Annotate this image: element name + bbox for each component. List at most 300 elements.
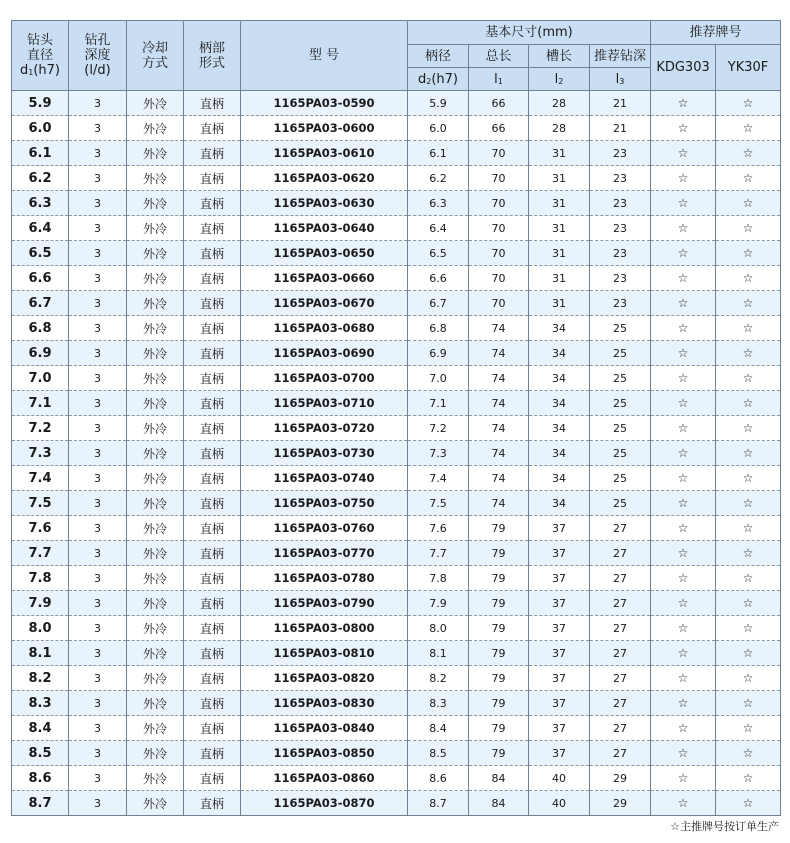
- cell-total-length: 79: [469, 741, 529, 766]
- cell-recommended-depth: 29: [590, 766, 651, 791]
- cell-drill-diameter: 8.3: [12, 691, 69, 716]
- cell-shank-form: 直柄: [184, 316, 241, 341]
- header-symbol: d: [19, 63, 29, 78]
- cell-total-length: 79: [469, 566, 529, 591]
- cell-total-length: 66: [469, 116, 529, 141]
- cell-shank-diameter: 6.1: [408, 141, 469, 166]
- cell-drill-diameter: 8.1: [12, 641, 69, 666]
- cell-cooling-method: 外冷: [127, 291, 184, 316]
- cell-recommended-depth: 29: [590, 791, 651, 816]
- cell-recommended-depth: 27: [590, 641, 651, 666]
- cell-cooling-method: 外冷: [127, 366, 184, 391]
- cell-drill-depth: 3: [69, 791, 127, 816]
- cell-shank-diameter: 7.8: [408, 566, 469, 591]
- cell-drill-depth: 3: [69, 366, 127, 391]
- header-drill-depth: [69, 21, 127, 91]
- cell-shank-form: 直柄: [184, 616, 241, 641]
- cell-recommended-depth: 25: [590, 466, 651, 491]
- cell-drill-depth: 3: [69, 616, 127, 641]
- cell-total-length: 74: [469, 341, 529, 366]
- cell-drill-depth: 3: [69, 466, 127, 491]
- table-row: [12, 141, 781, 166]
- cell-recommended-depth: 27: [590, 516, 651, 541]
- cell-drill-diameter: 7.9: [12, 591, 69, 616]
- header-text: 冷却: [141, 40, 168, 56]
- cell-grade-kdg303: ☆: [651, 416, 716, 441]
- cell-recommended-depth: 27: [590, 716, 651, 741]
- cell-cooling-method: 外冷: [127, 241, 184, 266]
- cell-flute-length: 37: [529, 666, 590, 691]
- cell-drill-diameter: 8.7: [12, 791, 69, 816]
- cell-drill-depth: 3: [69, 216, 127, 241]
- cell-model-number: 1165PA03-0710: [241, 391, 408, 416]
- table-row: [12, 691, 781, 716]
- cell-grade-kdg303: ☆: [651, 491, 716, 516]
- cell-grade-kdg303: ☆: [651, 216, 716, 241]
- header-shank-diameter: 柄径: [408, 45, 469, 68]
- table-row: [12, 116, 781, 141]
- cell-shank-diameter: 7.6: [408, 516, 469, 541]
- cell-grade-yk30f: ☆: [716, 341, 781, 366]
- cell-shank-diameter: 6.5: [408, 241, 469, 266]
- cell-model-number: 1165PA03-0640: [241, 216, 408, 241]
- cell-shank-form: 直柄: [184, 491, 241, 516]
- cell-flute-length: 37: [529, 591, 590, 616]
- cell-grade-kdg303: ☆: [651, 441, 716, 466]
- cell-drill-depth: 3: [69, 566, 127, 591]
- cell-flute-length: 31: [529, 141, 590, 166]
- cell-flute-length: 31: [529, 191, 590, 216]
- cell-recommended-depth: 27: [590, 691, 651, 716]
- cell-shank-form: 直柄: [184, 766, 241, 791]
- table-row: [12, 391, 781, 416]
- cell-recommended-depth: 25: [590, 491, 651, 516]
- header-subscript: 2: [558, 76, 564, 86]
- cell-model-number: 1165PA03-0740: [241, 466, 408, 491]
- cell-grade-kdg303: ☆: [651, 641, 716, 666]
- cell-shank-form: 直柄: [184, 741, 241, 766]
- cell-shank-form: 直柄: [184, 116, 241, 141]
- cell-cooling-method: 外冷: [127, 216, 184, 241]
- cell-shank-diameter: 8.1: [408, 641, 469, 666]
- cell-grade-kdg303: ☆: [651, 616, 716, 641]
- header-subscript: 2: [426, 76, 432, 86]
- cell-shank-form: 直柄: [184, 666, 241, 691]
- cell-total-length: 70: [469, 266, 529, 291]
- cell-grade-yk30f: ☆: [716, 216, 781, 241]
- cell-model-number: 1165PA03-0680: [241, 316, 408, 341]
- cell-flute-length: 37: [529, 616, 590, 641]
- cell-grade-yk30f: ☆: [716, 266, 781, 291]
- cell-shank-form: 直柄: [184, 516, 241, 541]
- cell-drill-depth: 3: [69, 591, 127, 616]
- cell-model-number: 1165PA03-0700: [241, 366, 408, 391]
- cell-model-number: 1165PA03-0760: [241, 516, 408, 541]
- cell-grade-kdg303: ☆: [651, 716, 716, 741]
- cell-shank-diameter: 7.9: [408, 591, 469, 616]
- cell-recommended-depth: 27: [590, 541, 651, 566]
- cell-model-number: 1165PA03-0730: [241, 441, 408, 466]
- cell-grade-yk30f: ☆: [716, 291, 781, 316]
- cell-flute-length: 31: [529, 291, 590, 316]
- cell-total-length: 70: [469, 216, 529, 241]
- cell-recommended-depth: 23: [590, 241, 651, 266]
- cell-cooling-method: 外冷: [127, 641, 184, 666]
- cell-drill-diameter: 6.3: [12, 191, 69, 216]
- header-total-length-symbol: [469, 68, 529, 91]
- cell-grade-yk30f: ☆: [716, 716, 781, 741]
- cell-shank-diameter: 7.7: [408, 541, 469, 566]
- cell-total-length: 70: [469, 241, 529, 266]
- table-row: [12, 166, 781, 191]
- header-grade-kdg303: KDG303: [651, 45, 716, 91]
- cell-model-number: 1165PA03-0650: [241, 241, 408, 266]
- cell-total-length: 79: [469, 691, 529, 716]
- cell-total-length: 70: [469, 191, 529, 216]
- header-flute-length: 槽长: [529, 45, 590, 68]
- cell-grade-yk30f: ☆: [716, 616, 781, 641]
- cell-recommended-depth: 27: [590, 591, 651, 616]
- header-grade-yk30f: YK30F: [716, 45, 781, 91]
- table-row: [12, 666, 781, 691]
- cell-total-length: 74: [469, 316, 529, 341]
- header-text: 形式: [198, 55, 225, 71]
- cell-grade-kdg303: ☆: [651, 366, 716, 391]
- table-row: [12, 241, 781, 266]
- cell-shank-diameter: 6.7: [408, 291, 469, 316]
- cell-drill-depth: 3: [69, 441, 127, 466]
- cell-drill-diameter: 7.2: [12, 416, 69, 441]
- cell-model-number: 1165PA03-0830: [241, 691, 408, 716]
- cell-drill-diameter: 6.6: [12, 266, 69, 291]
- table-row: [12, 591, 781, 616]
- cell-drill-diameter: 6.5: [12, 241, 69, 266]
- header-text: 柄部: [198, 40, 225, 56]
- cell-grade-yk30f: ☆: [716, 241, 781, 266]
- header-total-length: 总长: [469, 45, 529, 68]
- cell-recommended-depth: 27: [590, 741, 651, 766]
- cell-drill-diameter: 7.6: [12, 516, 69, 541]
- cell-drill-depth: 3: [69, 691, 127, 716]
- cell-model-number: 1165PA03-0600: [241, 116, 408, 141]
- header-recommended-depth-symbol: [590, 68, 651, 91]
- table-row: [12, 291, 781, 316]
- cell-recommended-depth: 23: [590, 216, 651, 241]
- cell-recommended-depth: 27: [590, 666, 651, 691]
- cell-grade-yk30f: ☆: [716, 491, 781, 516]
- cell-recommended-depth: 25: [590, 341, 651, 366]
- cell-flute-length: 34: [529, 441, 590, 466]
- header-symbol: d: [417, 71, 427, 87]
- cell-shank-form: 直柄: [184, 141, 241, 166]
- cell-total-length: 70: [469, 291, 529, 316]
- cell-grade-kdg303: ☆: [651, 141, 716, 166]
- table-row: [12, 341, 781, 366]
- cell-model-number: 1165PA03-0850: [241, 741, 408, 766]
- cell-grade-kdg303: ☆: [651, 316, 716, 341]
- cell-recommended-depth: 23: [590, 191, 651, 216]
- cell-model-number: 1165PA03-0870: [241, 791, 408, 816]
- cell-shank-diameter: 6.2: [408, 166, 469, 191]
- header-symbol: l: [615, 71, 620, 87]
- cell-drill-depth: 3: [69, 91, 127, 116]
- cell-cooling-method: 外冷: [127, 566, 184, 591]
- cell-grade-yk30f: ☆: [716, 466, 781, 491]
- cell-shank-diameter: 8.2: [408, 666, 469, 691]
- cell-flute-length: 31: [529, 266, 590, 291]
- cell-shank-form: 直柄: [184, 691, 241, 716]
- cell-grade-yk30f: ☆: [716, 166, 781, 191]
- cell-grade-kdg303: ☆: [651, 541, 716, 566]
- table-header: [12, 21, 781, 91]
- cell-grade-yk30f: ☆: [716, 691, 781, 716]
- cell-drill-diameter: 7.1: [12, 391, 69, 416]
- cell-drill-depth: 3: [69, 341, 127, 366]
- cell-total-length: 74: [469, 491, 529, 516]
- cell-flute-length: 31: [529, 166, 590, 191]
- header-shank-diameter-symbol: [408, 68, 469, 91]
- cell-total-length: 74: [469, 441, 529, 466]
- cell-grade-kdg303: ☆: [651, 791, 716, 816]
- cell-model-number: 1165PA03-0690: [241, 341, 408, 366]
- cell-cooling-method: 外冷: [127, 616, 184, 641]
- cell-drill-diameter: 8.0: [12, 616, 69, 641]
- header-subscript: 1: [28, 68, 34, 77]
- cell-recommended-depth: 21: [590, 116, 651, 141]
- cell-shank-form: 直柄: [184, 166, 241, 191]
- cell-model-number: 1165PA03-0720: [241, 416, 408, 441]
- spec-table-container: [11, 20, 780, 816]
- cell-grade-kdg303: ☆: [651, 191, 716, 216]
- header-recommended-depth: 推荐钻深: [590, 45, 651, 68]
- cell-drill-depth: 3: [69, 516, 127, 541]
- header-text: 方式: [141, 55, 168, 71]
- cell-recommended-depth: 25: [590, 391, 651, 416]
- cell-drill-depth: 3: [69, 716, 127, 741]
- cell-total-length: 84: [469, 766, 529, 791]
- cell-recommended-depth: 21: [590, 91, 651, 116]
- cell-grade-kdg303: ☆: [651, 466, 716, 491]
- cell-drill-diameter: 6.7: [12, 291, 69, 316]
- cell-total-length: 66: [469, 91, 529, 116]
- table-row: [12, 541, 781, 566]
- cell-shank-form: 直柄: [184, 391, 241, 416]
- cell-cooling-method: 外冷: [127, 166, 184, 191]
- cell-grade-yk30f: ☆: [716, 566, 781, 591]
- cell-grade-yk30f: ☆: [716, 791, 781, 816]
- cell-grade-kdg303: ☆: [651, 291, 716, 316]
- table-row: [12, 516, 781, 541]
- cell-total-length: 84: [469, 791, 529, 816]
- cell-shank-diameter: 7.3: [408, 441, 469, 466]
- cell-cooling-method: 外冷: [127, 716, 184, 741]
- cell-model-number: 1165PA03-0820: [241, 666, 408, 691]
- table-row: [12, 441, 781, 466]
- cell-grade-yk30f: ☆: [716, 741, 781, 766]
- cell-cooling-method: 外冷: [127, 591, 184, 616]
- cell-grade-yk30f: ☆: [716, 591, 781, 616]
- cell-model-number: 1165PA03-0610: [241, 141, 408, 166]
- header-text: 直径: [26, 48, 53, 63]
- cell-model-number: 1165PA03-0860: [241, 766, 408, 791]
- cell-grade-kdg303: ☆: [651, 341, 716, 366]
- cell-recommended-depth: 25: [590, 316, 651, 341]
- cell-total-length: 79: [469, 616, 529, 641]
- cell-total-length: 79: [469, 641, 529, 666]
- cell-recommended-depth: 25: [590, 416, 651, 441]
- cell-flute-length: 31: [529, 216, 590, 241]
- cell-total-length: 70: [469, 141, 529, 166]
- cell-drill-depth: 3: [69, 291, 127, 316]
- cell-model-number: 1165PA03-0800: [241, 616, 408, 641]
- cell-shank-diameter: 8.3: [408, 691, 469, 716]
- table-row: [12, 566, 781, 591]
- cell-grade-kdg303: ☆: [651, 266, 716, 291]
- cell-shank-diameter: 8.4: [408, 716, 469, 741]
- cell-grade-kdg303: ☆: [651, 741, 716, 766]
- cell-shank-diameter: 8.0: [408, 616, 469, 641]
- cell-grade-yk30f: ☆: [716, 541, 781, 566]
- cell-model-number: 1165PA03-0590: [241, 91, 408, 116]
- cell-cooling-method: 外冷: [127, 141, 184, 166]
- cell-drill-depth: 3: [69, 116, 127, 141]
- cell-recommended-depth: 23: [590, 166, 651, 191]
- cell-flute-length: 37: [529, 641, 590, 666]
- cell-shank-form: 直柄: [184, 91, 241, 116]
- cell-flute-length: 37: [529, 716, 590, 741]
- cell-drill-diameter: 7.8: [12, 566, 69, 591]
- header-model: 型 号: [241, 21, 408, 91]
- cell-cooling-method: 外冷: [127, 191, 184, 216]
- cell-drill-diameter: 5.9: [12, 91, 69, 116]
- footnote: ☆主推牌号按订单生产: [670, 820, 779, 833]
- cell-flute-length: 34: [529, 316, 590, 341]
- cell-grade-kdg303: ☆: [651, 566, 716, 591]
- cell-shank-form: 直柄: [184, 216, 241, 241]
- header-recommended-grade: 推荐牌号: [651, 21, 781, 45]
- cell-cooling-method: 外冷: [127, 441, 184, 466]
- cell-shank-form: 直柄: [184, 266, 241, 291]
- cell-flute-length: 31: [529, 241, 590, 266]
- cell-drill-depth: 3: [69, 741, 127, 766]
- cell-cooling-method: 外冷: [127, 316, 184, 341]
- header-tolerance: (h7): [33, 63, 60, 78]
- cell-cooling-method: 外冷: [127, 341, 184, 366]
- cell-flute-length: 34: [529, 341, 590, 366]
- cell-grade-kdg303: ☆: [651, 241, 716, 266]
- header-flute-length-symbol: [529, 68, 590, 91]
- cell-recommended-depth: 27: [590, 616, 651, 641]
- cell-recommended-depth: 23: [590, 291, 651, 316]
- cell-model-number: 1165PA03-0750: [241, 491, 408, 516]
- cell-shank-form: 直柄: [184, 366, 241, 391]
- cell-drill-diameter: 7.0: [12, 366, 69, 391]
- header-drill-diameter: [12, 21, 69, 91]
- cell-drill-diameter: 7.4: [12, 466, 69, 491]
- cell-flute-length: 40: [529, 791, 590, 816]
- cell-drill-depth: 3: [69, 491, 127, 516]
- header-text: 深度: [84, 48, 111, 63]
- cell-shank-form: 直柄: [184, 791, 241, 816]
- cell-grade-yk30f: ☆: [716, 441, 781, 466]
- cell-drill-diameter: 8.6: [12, 766, 69, 791]
- cell-shank-form: 直柄: [184, 341, 241, 366]
- table-row: [12, 366, 781, 391]
- header-cooling-method: [127, 21, 184, 91]
- cell-shank-diameter: 7.2: [408, 416, 469, 441]
- cell-flute-length: 37: [529, 741, 590, 766]
- cell-shank-diameter: 8.7: [408, 791, 469, 816]
- cell-total-length: 79: [469, 716, 529, 741]
- cell-drill-diameter: 6.2: [12, 166, 69, 191]
- cell-flute-length: 34: [529, 466, 590, 491]
- cell-shank-form: 直柄: [184, 291, 241, 316]
- cell-shank-form: 直柄: [184, 466, 241, 491]
- cell-shank-form: 直柄: [184, 416, 241, 441]
- header-text: 钻头: [26, 33, 53, 48]
- cell-cooling-method: 外冷: [127, 466, 184, 491]
- cell-shank-form: 直柄: [184, 716, 241, 741]
- cell-drill-depth: 3: [69, 391, 127, 416]
- cell-cooling-method: 外冷: [127, 691, 184, 716]
- cell-drill-diameter: 8.4: [12, 716, 69, 741]
- cell-flute-length: 37: [529, 691, 590, 716]
- cell-drill-diameter: 6.0: [12, 116, 69, 141]
- table-row: [12, 766, 781, 791]
- cell-shank-diameter: 6.6: [408, 266, 469, 291]
- cell-shank-diameter: 7.1: [408, 391, 469, 416]
- cell-recommended-depth: 25: [590, 441, 651, 466]
- table-row: [12, 416, 781, 441]
- cell-cooling-method: 外冷: [127, 266, 184, 291]
- cell-recommended-depth: 23: [590, 141, 651, 166]
- cell-grade-yk30f: ☆: [716, 191, 781, 216]
- cell-grade-yk30f: ☆: [716, 416, 781, 441]
- cell-total-length: 70: [469, 166, 529, 191]
- cell-flute-length: 34: [529, 491, 590, 516]
- cell-shank-diameter: 5.9: [408, 91, 469, 116]
- cell-drill-depth: 3: [69, 541, 127, 566]
- cell-grade-yk30f: ☆: [716, 91, 781, 116]
- cell-total-length: 79: [469, 541, 529, 566]
- cell-drill-diameter: 7.7: [12, 541, 69, 566]
- table-row: [12, 466, 781, 491]
- cell-flute-length: 28: [529, 91, 590, 116]
- cell-shank-form: 直柄: [184, 191, 241, 216]
- table-row: [12, 741, 781, 766]
- cell-flute-length: 37: [529, 541, 590, 566]
- header-subscript: 1: [497, 76, 503, 86]
- cell-shank-diameter: 6.0: [408, 116, 469, 141]
- cell-model-number: 1165PA03-0630: [241, 191, 408, 216]
- header-symbol: l: [554, 71, 559, 87]
- cell-total-length: 74: [469, 366, 529, 391]
- cell-drill-depth: 3: [69, 241, 127, 266]
- cell-recommended-depth: 27: [590, 566, 651, 591]
- cell-grade-kdg303: ☆: [651, 91, 716, 116]
- cell-drill-diameter: 7.3: [12, 441, 69, 466]
- header-basic-dimensions: 基本尺寸(mm): [408, 21, 651, 45]
- cell-recommended-depth: 23: [590, 266, 651, 291]
- cell-drill-depth: 3: [69, 316, 127, 341]
- cell-grade-kdg303: ☆: [651, 766, 716, 791]
- cell-shank-diameter: 7.0: [408, 366, 469, 391]
- cell-shank-form: 直柄: [184, 641, 241, 666]
- cell-drill-depth: 3: [69, 641, 127, 666]
- cell-model-number: 1165PA03-0840: [241, 716, 408, 741]
- cell-shank-form: 直柄: [184, 541, 241, 566]
- cell-grade-yk30f: ☆: [716, 316, 781, 341]
